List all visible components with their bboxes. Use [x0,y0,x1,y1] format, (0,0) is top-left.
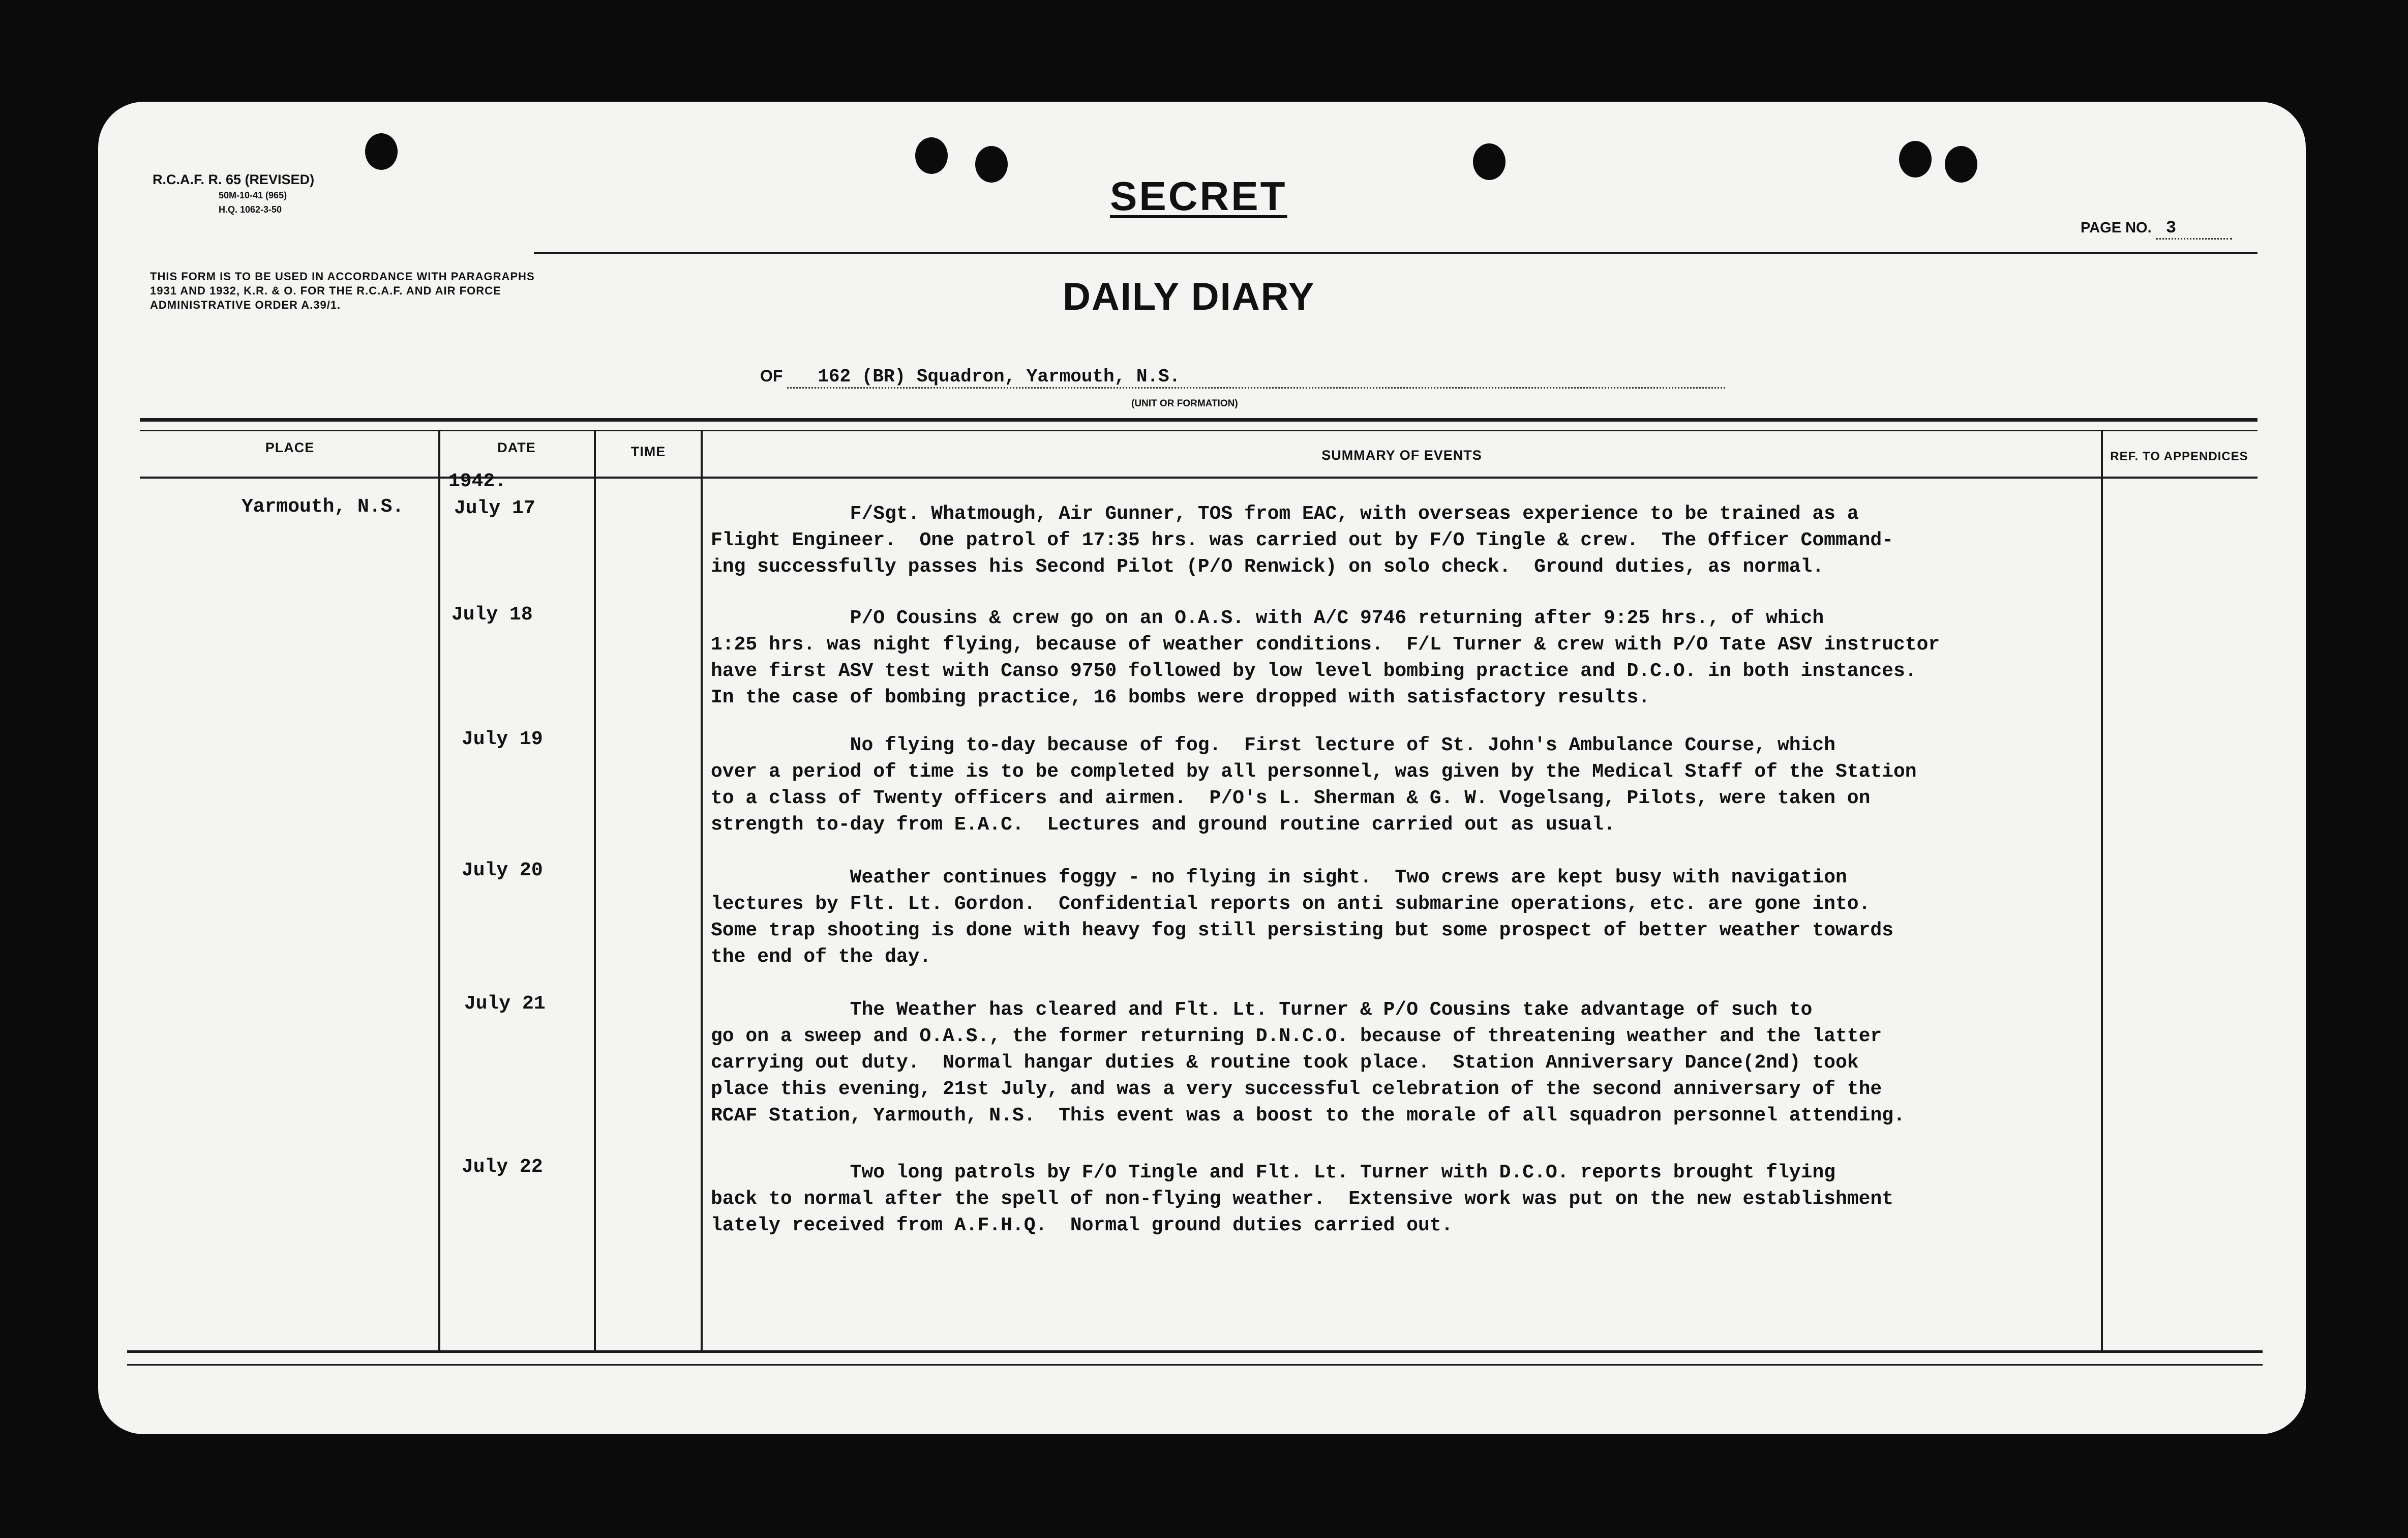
summary-entry: Weather continues foggy - no flying in sight. Two crews are kept busy with navigation lectures by Flt. Lt. Gordon. Confidential reports on anti submarine operations, etc. are gone into. Some trap shooting is done with heavy fog still persisting but some prospect of better weather towards the end of the day. [711,867,1893,968]
date-cell: July 18 [452,604,533,626]
classification-label: SECRET [1110,173,1287,219]
form-code-line3: H.Q. 1062-3-50 [219,204,282,215]
date-cell: July 20 [462,860,543,881]
of-label: OF [760,367,783,385]
form-code [153,171,314,217]
header-place: PLACE [265,440,315,455]
date-cell: July 22 [462,1156,543,1178]
date-cell: July 19 [462,728,543,750]
page-number-value: 3 [2156,219,2232,240]
form-code-line2: 50M-10-41 (965) [219,190,287,200]
date-cell: July 21 [464,993,546,1015]
page-number-label: PAGE NO. [2081,220,2152,236]
column-divider [701,430,703,1351]
date-cell: July 17 [454,497,535,519]
place-cell: Yarmouth, N.S. [242,496,404,518]
unit-value: 162 (BR) Squadron, Yarmouth, N.S. [787,366,1725,389]
table-header-rule [140,430,2258,431]
summary-entry: No flying to-day because of fog. First lecture of St. John's Ambulance Course, which over a period of time is to be completed by all personnel, was given by the Medical Staff of the Station to a class of Twenty officers and airmen. P/O's L. Sherman & G. W. Vogelsang, Pilots, were taken on strength to-day from E.A.C. Lectures and ground routine carried out as usual. [711,734,1917,836]
table-top-rule [140,418,2258,422]
punch-hole [365,133,398,170]
punch-hole [1473,143,1506,180]
summary-entry: Two long patrols by F/O Tingle and Flt. Lt. Turner with D.C.O. reports brought flying back to normal after the spell of non-flying weather. Extensive work was put on the new establishment lately received from A.F.H.Q. Normal ground duties carried out. [711,1162,1893,1236]
page-number-field [2081,219,2232,240]
header-time: TIME [630,444,666,459]
punch-hole [1945,146,1977,183]
header-ref: REF. TO APPENDICES [2110,450,2248,463]
year-cell: 1942. [448,470,507,492]
top-rule [534,252,2258,254]
punch-hole [915,137,948,174]
column-divider [438,430,440,1351]
usage-note: THIS FORM IS TO BE USED IN ACCORDANCE WITH PARAGRAPHS 1931 AND 1932, K.R. & O. FOR THE R.C.A.F. AND AIR FORCE ADMINISTRATIVE ORDER A.39/1. [150,270,535,311]
header-date: DATE [497,440,536,455]
page-title: DAILY DIARY [1063,275,1315,318]
form-code-line1: R.C.A.F. R. 65 (REVISED) [153,172,315,187]
summary-entry: The Weather has cleared and Flt. Lt. Turner & P/O Cousins take advantage of such to go on a sweep and O.A.S., the former returning D.N.C.O. because of threatening weather and the latter carrying out duty. Normal hangar duties & routine took place. Station Anniversary Dance(2nd) took place this evening, 21st July, and was a very successful celebration of the second anniversary of the RCAF Station, Yarmouth, N.S. This event was a boost to the morale of all squadron personnel attending. [711,999,1905,1127]
unit-field [760,366,1725,389]
summary-entry: F/Sgt. Whatmough, Air Gunner, TOS from EAC, with overseas experience to be trained as a Flight Engineer. One patrol of 17:35 hrs. was carried out by F/O Tingle & crew. The Officer Command- ing successfully passes his Second Pilot (P/O Renwick) on solo check. Ground duties, as normal. [711,503,1893,578]
summary-entry: P/O Cousins & crew go on an O.A.S. with A/C 9746 returning after 9:25 hrs., of which 1:25 hrs. was night flying, because of weather conditions. F/L Turner & crew with P/O Tate ASV instructor have first ASV test with Canso 9750 followed by low level bombing practice and D.C.O. in both instances. In the case of bombing practice, 16 bombs were dropped with satisfactory results. [711,607,1940,708]
header-summary: SUMMARY OF EVENTS [1321,448,1482,463]
table-bottom-rule [127,1350,2263,1353]
punch-hole [1899,141,1932,178]
footer-rule [127,1364,2263,1366]
punch-hole [975,146,1008,183]
column-divider [594,430,596,1351]
unit-caption: (UNIT OR FORMATION) [1131,398,1238,409]
